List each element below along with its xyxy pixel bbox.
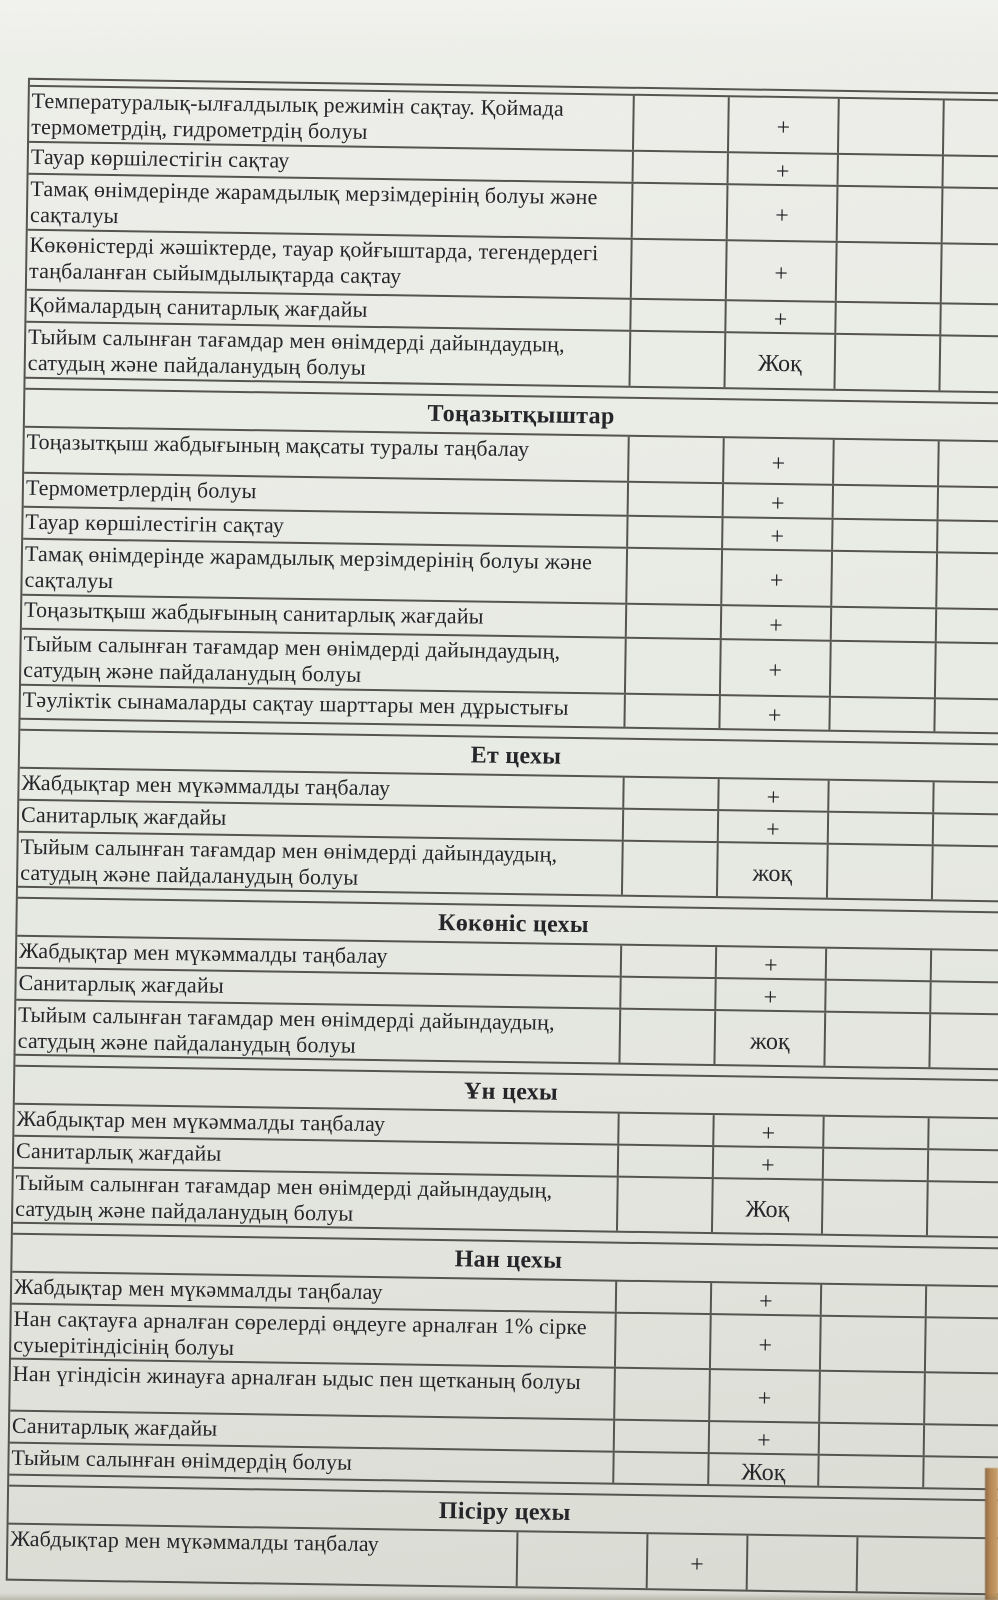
row-empty-cell [928, 1182, 998, 1236]
row-empty-cell [820, 1424, 925, 1456]
row-empty-cell [830, 698, 935, 732]
row-value-cell [722, 550, 833, 606]
inspection-checklist-table [6, 78, 998, 1596]
row-label: Жабдықтар мен мүкәммалды таңбалау [19, 769, 624, 808]
row-value: + [690, 1551, 704, 1578]
row-empty-cell [626, 639, 722, 694]
row-empty-cell [630, 332, 726, 387]
row-empty-cell [634, 152, 729, 183]
row-value-cell [648, 1534, 749, 1589]
row-empty-cell [934, 782, 998, 813]
row-empty-cell [618, 1178, 714, 1232]
row-label: Жабдықтар мен мүкәммалды таңбалау [14, 1105, 619, 1144]
row-empty-cell [940, 336, 998, 391]
row-value: + [760, 1152, 775, 1179]
row-value: + [761, 1120, 776, 1147]
row-value-cell [716, 979, 826, 1011]
row-label: Температуралық-ылғалдылық режимін сақтау. Қоймада термометрдің, гидрометрдің болуы [29, 87, 635, 150]
row-empty-cell [621, 978, 716, 1009]
row-empty-cell [822, 1285, 927, 1317]
row-empty-cell [614, 1453, 709, 1484]
row-empty-cell [939, 487, 998, 520]
row-value: + [775, 202, 789, 230]
row-empty-cell [933, 846, 998, 900]
row-value-cell [712, 1283, 822, 1315]
row-label: Тыйым салынған тағамдар мен өнімдерді дайындаудың, сатудың және пайдаланудың болуы [13, 1169, 619, 1231]
row-value: Жоқ [741, 1459, 786, 1487]
row-value-cell [710, 1370, 821, 1422]
row-label: Қоймалардың санитарлық жағдайы [26, 291, 631, 330]
row-label: Санитарлық жағдайы [19, 801, 624, 840]
row-empty-cell [622, 946, 717, 977]
row-value: + [768, 612, 783, 640]
row-label: Тоңазытқыш жабдығының мақсаты туралы таңбалау [24, 428, 630, 481]
row-value: + [770, 523, 785, 551]
row-label: Термометрлердің болуы [24, 474, 629, 515]
row-value: + [767, 702, 782, 730]
paper-edge-strip [985, 1468, 998, 1600]
row-value-cell [715, 1011, 826, 1066]
row-empty-cell [829, 813, 934, 845]
row-empty-cell [930, 1014, 998, 1068]
row-empty-cell [625, 695, 720, 728]
row-value: + [765, 816, 780, 844]
row-label: Жабдықтар мен мүкәммалды таңбалау [12, 1273, 617, 1312]
row-value-cell [719, 811, 829, 843]
row-value-cell [725, 333, 836, 389]
row-value: + [763, 984, 778, 1012]
row-empty-cell [925, 1425, 998, 1456]
row-label: Тамақ өнімдерінде жарамдылық мерзімдерінің болуы және сақталуы [22, 540, 628, 603]
row-value-cell [714, 1147, 824, 1179]
row-value-cell [724, 438, 835, 484]
section-header: Көкөніс цехы [17, 899, 998, 952]
row-label: Тыйым салынған тағамдар мен өнімдерді дайындаудың, сатудың және пайдаланудың болуы [21, 630, 627, 693]
row-empty-cell [931, 982, 998, 1013]
row-empty-cell [826, 981, 931, 1013]
row-value: Жоқ [745, 1196, 790, 1223]
row-value-cell [711, 1315, 822, 1370]
row-empty-cell [633, 184, 729, 239]
row-value-cell [721, 640, 832, 696]
row-empty-cell [934, 814, 998, 845]
row-label: Жабдықтар мен мүкәммалды таңбалау [8, 1525, 519, 1587]
row-empty-cell [631, 300, 726, 331]
row-empty-cell [624, 778, 719, 809]
row-empty-cell [833, 520, 938, 552]
top-light [0, 0, 998, 60]
row-empty-cell [617, 1282, 712, 1313]
row-value-cell [717, 947, 827, 979]
row-value: + [770, 490, 785, 518]
row-value-cell [724, 484, 834, 518]
row-label: Санитарлық жағдайы [16, 969, 621, 1008]
row-empty-cell [634, 96, 730, 151]
row-empty-cell [929, 1118, 998, 1149]
row-value-cell [729, 153, 839, 185]
row-label: Тыйым салынған тағамдар мен өнімдерді дайындаудың, сатудың және пайдаланудың болуы [18, 833, 624, 895]
row-empty-cell [629, 483, 724, 516]
row-empty-cell [615, 1421, 710, 1452]
row-value-cell [723, 518, 833, 550]
row-empty-cell [829, 781, 934, 813]
row-value: + [758, 1288, 773, 1315]
row-value-cell [722, 606, 832, 640]
row-empty-cell [935, 699, 998, 732]
row-label: Тауар көршілестігін сақтау [29, 143, 634, 182]
section-header: Тоңазытқыштар [25, 390, 998, 443]
row-empty-cell [834, 440, 940, 486]
row-value-cell [726, 301, 836, 333]
row-value: + [763, 952, 778, 980]
row-empty-cell [929, 1150, 998, 1181]
row-value-cell [714, 1115, 824, 1147]
row-empty-cell [927, 1286, 998, 1317]
row-label: Нан сақтауға арналған сөрелерді өңдеуге арналған 1% сірке суыерітіндісінің болуы [11, 1305, 617, 1367]
row-empty-cell [616, 1314, 712, 1368]
row-value: + [758, 1332, 773, 1359]
row-value-cell [713, 1179, 824, 1234]
row-empty-cell [627, 605, 722, 638]
row-value-cell [729, 97, 840, 153]
row-empty-cell [518, 1532, 649, 1588]
bottom-shadow [0, 1593, 998, 1600]
row-empty-cell [937, 609, 998, 642]
row-empty-cell [832, 552, 938, 608]
row-label: Санитарлық жағдайы [14, 1137, 619, 1176]
row-value: + [757, 1385, 772, 1412]
row-empty-cell [937, 553, 998, 608]
row-empty-cell [623, 842, 719, 896]
section-header: Нан цехы [12, 1235, 998, 1288]
row-empty-cell [831, 642, 937, 698]
row-label: Тоңазытқыш жабдығының санитарлық жағдайы [22, 596, 627, 637]
row-empty-cell [936, 643, 998, 698]
row-value: + [776, 114, 791, 142]
row-empty-cell [836, 303, 941, 335]
row-empty-cell [832, 608, 937, 642]
row-value-cell [709, 1454, 819, 1486]
row-empty-cell [839, 155, 944, 187]
row-value: + [773, 306, 788, 334]
row-label: Көкөністерді жәшіктерде, тауар қойғыштарда, тегендердегі таңбаланған сыйымдылықтарда сақтау [27, 231, 633, 298]
row-empty-cell [938, 521, 998, 552]
row-empty-cell [943, 188, 998, 243]
row-empty-cell [942, 244, 998, 303]
row-empty-cell [624, 810, 719, 841]
row-empty-cell [620, 1010, 716, 1064]
row-empty-cell [821, 1317, 927, 1372]
row-value: + [768, 657, 783, 685]
row-empty-cell [925, 1373, 998, 1424]
row-value: жоқ [752, 860, 793, 887]
row-empty-cell [820, 1372, 926, 1424]
row-empty-cell [835, 335, 941, 391]
row-empty-cell [748, 1536, 859, 1592]
row-value: + [756, 1427, 771, 1454]
row-empty-cell [837, 243, 943, 303]
row-value: + [775, 158, 790, 186]
row-label: Тәуліктік сынамаларды сақтау шарттары мен дұрыстығы [21, 686, 626, 727]
row-value: + [769, 567, 784, 595]
row-value-cell [719, 779, 829, 811]
row-empty-cell [839, 99, 945, 155]
row-empty-cell [858, 1537, 998, 1593]
row-empty-cell [943, 156, 998, 187]
row-label: Тауар көршілестігін сақтау [23, 508, 628, 547]
row-empty-cell [941, 304, 998, 335]
row-value: + [774, 260, 789, 288]
row-value-cell [718, 843, 829, 898]
section-header: Ұн цехы [15, 1067, 998, 1120]
row-value: + [766, 784, 781, 812]
row-empty-cell [615, 1369, 711, 1420]
row-label: Тыйым салынған өнімдердің болуы [9, 1444, 614, 1483]
row-value-cell [727, 241, 838, 301]
row-empty-cell [926, 1318, 998, 1372]
row-empty-cell [824, 1149, 929, 1181]
row-label: Санитарлық жағдайы [10, 1412, 615, 1451]
row-empty-cell [834, 486, 939, 520]
row-empty-cell [944, 100, 998, 155]
row-label: Нан үгіндісін жинауға арналған ыдыс пен щетканың болуы [10, 1360, 616, 1419]
row-empty-cell [824, 1117, 929, 1149]
row-empty-cell [825, 1013, 931, 1068]
row-empty-cell [932, 950, 998, 981]
row-value-cell [720, 696, 830, 730]
row-value: Жоқ [757, 350, 802, 378]
row-value-cell [728, 185, 839, 241]
row-empty-cell [628, 517, 723, 548]
row-empty-cell [838, 187, 944, 243]
row-empty-cell [823, 1181, 929, 1236]
row-empty-cell [619, 1114, 714, 1145]
row-empty-cell [632, 240, 728, 299]
row-empty-cell [629, 437, 725, 482]
row-empty-cell [828, 845, 934, 900]
row-label: Жабдықтар мен мүкәммалды таңбалау [17, 937, 622, 976]
row-empty-cell [819, 1456, 924, 1488]
row-empty-cell [939, 441, 998, 486]
row-label: Тыйым салынған тағамдар мен өнімдерді дайындаудың, сатудың және пайдаланудың болуы [16, 1001, 622, 1063]
row-empty-cell [627, 549, 723, 604]
row-label: Тыйым салынған тағамдар мен өнімдерді дайындаудың, сатудың және пайдаланудың болуы [26, 323, 632, 386]
section-header: Ет цехы [20, 731, 998, 784]
row-empty-cell [619, 1146, 714, 1177]
section-header: Пісіру цехы [9, 1487, 998, 1540]
row-empty-cell [827, 949, 932, 981]
row-value: + [771, 450, 786, 478]
row-value: жоқ [749, 1028, 790, 1055]
row-label: Тамақ өнімдерінде жарамдылық мерзімдерінің болуы және сақталуы [28, 175, 634, 238]
row-value-cell [710, 1422, 820, 1454]
